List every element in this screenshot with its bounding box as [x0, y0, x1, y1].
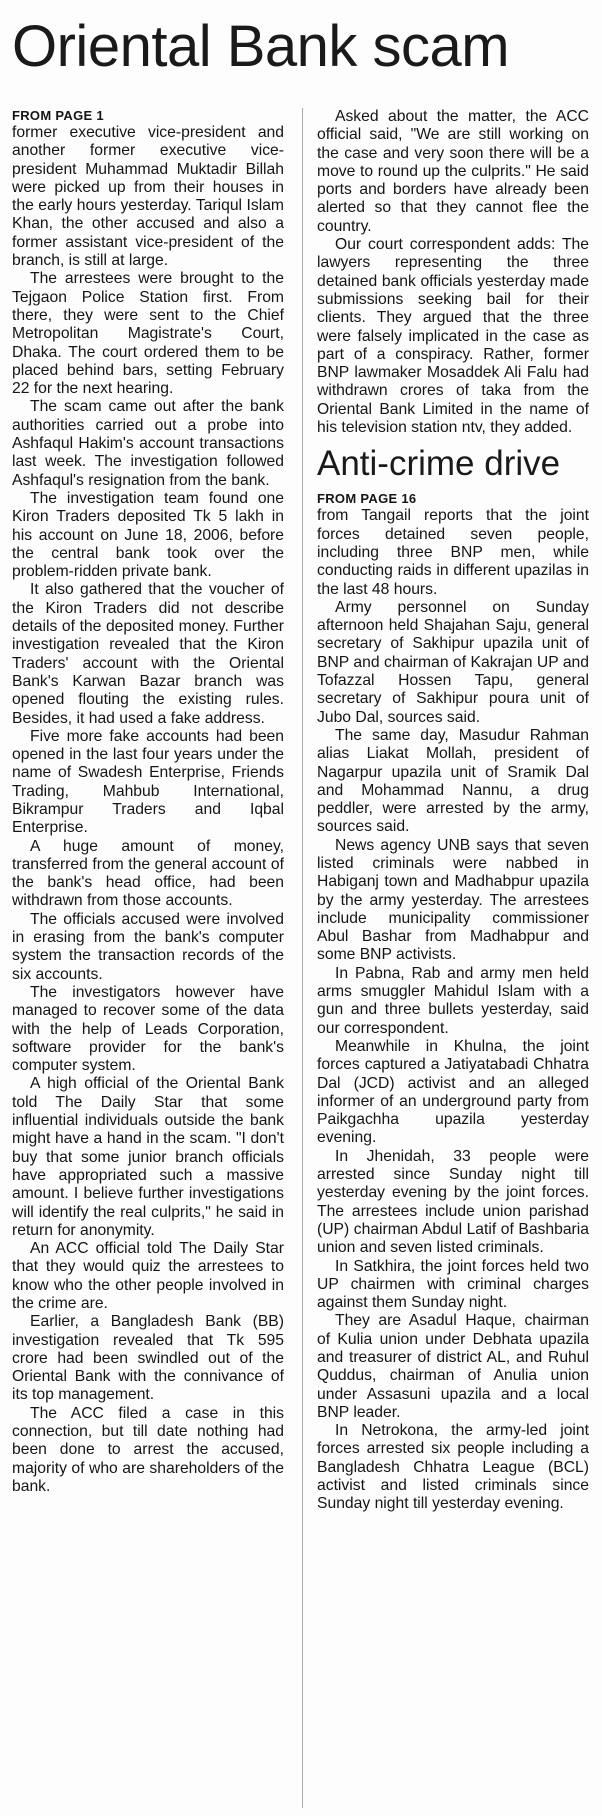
- jump-label-page-16: FROM PAGE 16: [317, 491, 417, 507]
- paragraph: A huge amount of money, transferred from the general account of the bank's head office, had been withdrawn from those accounts.: [12, 837, 284, 910]
- paragraph: The same day, Masudur Rahman alias Liakat Mollah, president of Nagarpur upazila unit of Sramik Dal and Mohammad Nannu, a drug peddler, were arrested by the army, sources said.: [317, 726, 589, 836]
- paragraph: from Tangail reports that the joint forces detained seven people, including three BNP men, while conducting raids in different upazilas in the last 48 hours.: [317, 507, 589, 598]
- paragraph: The investigation team found one Kiron Traders deposited Tk 5 lakh in his account on June 18, 2006, before the central bank took over the problem-ridden private bank.: [12, 489, 284, 581]
- paragraph: The investigators however have managed to recover some of the data with the help of Leads Corporation, software provider for the bank's computer system.: [12, 983, 284, 1075]
- column-divider: [302, 108, 303, 1808]
- paragraph: In Netrokona, the army-led joint forces arrested six people including a Bangladesh Chhatra League (BCL) activist and listed criminals since Sunday night till yesterday evening.: [317, 1422, 589, 1513]
- paragraph: A high official of the Oriental Bank told The Daily Star that some influential individuals outside the bank might have a hand in the scam. "I don't buy that some junior branch officials have appropriated such a massive amount. I believe further investigations will identify the real culprits," he said in return for anonymity.: [12, 1075, 284, 1239]
- paragraph: Five more fake accounts had been opened in the last four years under the name of Swadesh Enterprise, Friends Trading, Mahbub International, Bikrampur Traders and Iqbal Enterprise.: [12, 727, 284, 837]
- paragraph: In Pabna, Rab and army men held arms smuggler Mahidul Islam with a gun and three bullets yesterday, said our correspondent.: [317, 964, 589, 1037]
- paragraph: The ACC filed a case in this connection, but till date nothing had been done to arrest the accused, majority of who are shareholders of the bank.: [12, 1404, 284, 1495]
- paragraph: Asked about the matter, the ACC official said, "We are still working on the case and very soon there will be a move to round up the culprits." He said ports and borders have already been alerted so that they cannot flee the country.: [317, 108, 589, 235]
- paragraph: The officials accused were involved in erasing from the bank's computer system the transaction records of the six accounts.: [12, 910, 284, 983]
- right-column: [317, 108, 589, 1514]
- paragraph: Our court correspondent adds: The lawyers representing the three detained bank officials yesterday made submissions seeking bail for their clients. They argued that the three were falsely implicated in the case as part of a conspiracy. Rather, former BNP lawmaker Mosaddek Ali Falu had withdrawn crores of taka from the Oriental Bank Limited in the name of his television station ntv, they added.: [317, 236, 589, 437]
- paragraph: Earlier, a Bangladesh Bank (BB) investigation revealed that Tk 595 crore had been swindled out of the Oriental Bank with the connivance of its top management.: [12, 1313, 284, 1404]
- paragraph: News agency UNB says that seven listed criminals were nabbed in Habiganj town and Madhabpur upazila by the army yesterday. The arrestees include municipality commissioner Abul Bashar from Madhabpur and some BNP activists.: [317, 836, 589, 964]
- paragraph: In Satkhira, the joint forces held two UP chairmen with criminal charges against them Sunday night.: [317, 1257, 589, 1312]
- paragraph: The scam came out after the bank authorities carried out a probe into Ashfaqul Hakim's account transactions last week. The investigation followed Ashfaqul's resignation from the bank.: [12, 398, 284, 489]
- paragraph: It also gathered that the voucher of the Kiron Traders did not describe details of the deposited money. Further investigation revealed that the Kiron Traders' account with the Oriental Bank's Karwan Bazar branch was opened flouting the existing rules. Besides, it had used a fake address.: [12, 581, 284, 727]
- paragraph: Army personnel on Sunday afternoon held Shajahan Saju, general secretary of Sakhipur upazila unit of BNP and chairman of Kakrajan UP and Tofazzal Hossen Tapu, general secretary of Sakhipur poura unit of Jubo Dal, sources said.: [317, 598, 589, 726]
- paragraph: former executive vice-president and another former executive vice-president Muhammad Muktadir Billah were picked up from their houses in the early hours yesterday. Tariqul Islam Khan, the other accused and also a former assistant vice-president of the branch, is still at large.: [12, 124, 284, 270]
- headline-anti-crime-drive: Anti-crime drive: [317, 444, 561, 484]
- headline-oriental-bank-scam: Oriental Bank scam: [12, 14, 510, 79]
- paragraph: They are Asadul Haque, chairman of Kulia union under Debhata upazila and treasurer of district AL, and Ruhul Quddus, chairman of Anulia union under Assasuni upazila and a local BNP leader.: [317, 1312, 589, 1421]
- paragraph: In Jhenidah, 33 people were arrested since Sunday night till yesterday evening by the joint forces. The arrestees include union parishad (UP) chairman Abdul Latif of Bashbaria union and seven listed criminals.: [317, 1147, 589, 1257]
- left-column: [12, 108, 284, 1496]
- jump-label-page-1: FROM PAGE 1: [12, 108, 104, 123]
- paragraph: The arrestees were brought to the Tejgaon Police Station first. From there, they were sent to the Chief Metropolitan Magistrate's Court, Dhaka. The court ordered them to be placed behind bars, setting February 22 for the next hearing.: [12, 270, 284, 398]
- paragraph: An ACC official told The Daily Star that they would quiz the arrestees to know who the other people involved in the crime are.: [12, 1240, 284, 1312]
- paragraph: Meanwhile in Khulna, the joint forces captured a Jatiyatabadi Chhatra Dal (JCD) activist and an alleged informer of an underground party from Paikgachha upazila yesterday evening.: [317, 1037, 589, 1147]
